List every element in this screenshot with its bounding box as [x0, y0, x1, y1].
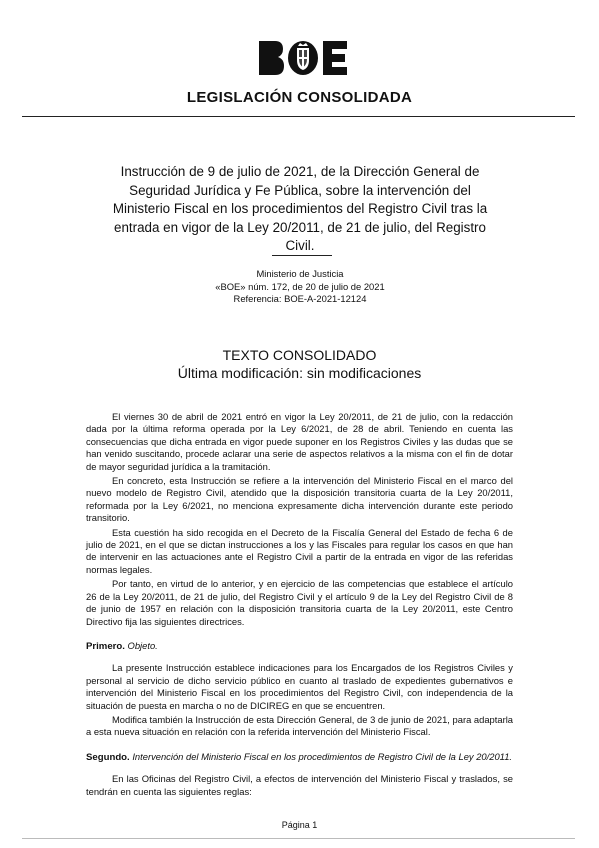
page-header-title: LEGISLACIÓN CONSOLIDADA	[186, 89, 413, 106]
document-title: Instrucción de 9 de julio de 2021, de la Dirección General de Seguridad Jurídica y Fe Pública, sobre la intervención del Ministerio Fiscal en los procedimientos del Registro Civil tras la entrada en vigor de la Ley 20/2011, de 21 de julio, del Registro Civil.	[112, 164, 488, 253]
paragraph: En concreto, esta Instrucción se refiere a la intervención del Ministerio Fiscal en el marco del nuevo modelo de Registro Civil, atendido que la disposición transitoria cuarta de la Ley 20/2011, reformada por la Ley 6/2021, no menciona expresamente dicha intervención durante este periodo transitorio.	[86, 475, 513, 524]
paragraph: El viernes 30 de abril de 2021 entró en vigor la Ley 20/2011, de 21 de julio, con la redacción dada por la última reforma operada por la Ley 6/2021, de 28 de abril. Teniendo en cuenta las consecuencias que dicha entrada en vigor puede suponer en los Registros Civiles y las dudas que se han venido suscitando, procede aclarar una serie de aspectos relativos a la misma con el fin de dotar de mayor seguridad jurídica a la tramitación.	[86, 411, 513, 472]
section-label: Intervención del Ministerio Fiscal en los procedimientos de Registro Civil de la Ley 20/2011.	[132, 750, 513, 762]
consolidated-heading: TEXTO CONSOLIDADO	[222, 347, 377, 363]
paragraph: Por tanto, en virtud de lo anterior, y en ejercicio de las competencias que establece el artículo 26 de la Ley 20/2011, de 21 de julio, del Registro Civil y el artículo 9 de la Ley del Registro Civil de 8 de junio de 1957 en relación con la disposición transitoria cuarta de la Ley 20/2011, este Centro Directivo fija las siguientes directrices.	[86, 578, 513, 627]
title-divider	[272, 255, 332, 256]
section-label: Objeto.	[127, 639, 158, 651]
publication: «BOE» núm. 172, de 20 de julio de 2021	[215, 280, 385, 292]
section-ordinal: Primero.	[86, 640, 125, 652]
consolidated-block	[0, 346, 599, 382]
header-divider	[22, 116, 575, 117]
section-heading-segundo	[86, 751, 513, 764]
boe-coat-of-arms-icon	[257, 40, 349, 76]
document-metadata	[150, 268, 450, 306]
document-body	[86, 411, 513, 800]
reference: Referencia: BOE-A-2021-12124	[233, 293, 367, 304]
section-heading-primero	[86, 640, 513, 653]
page-number: Página 1	[281, 820, 318, 830]
boe-logo	[257, 40, 349, 76]
last-modification: Última modificación: sin modificaciones	[177, 365, 422, 381]
paragraph: Esta cuestión ha sido recogida en el Decreto de la Fiscalía General del Estado de fecha 6 de julio de 2021, en el que se dictan instrucciones a los y las Fiscales para regular los casos en que han de intervenir en las actuaciones ante el Registro Civil a partir de la entrada en vigor de las referidas normas legales.	[86, 526, 513, 575]
paragraph: En las Oficinas del Registro Civil, a efectos de intervención del Ministerio Fiscal y traslados, se tendrán en cuenta las siguientes reglas:	[86, 773, 513, 797]
department: Ministerio de Justicia	[256, 268, 344, 279]
paragraph: Modifica también la Instrucción de esta Dirección General, de 3 de junio de 2021, para adaptarla a esta nueva situación en relación con la referida intervención del Ministerio Fiscal.	[86, 713, 513, 738]
paragraph: La presente Instrucción establece indicaciones para los Encargados de los Registros Civiles y personal al servicio de dicho servicio público en cuanto al traslado de expedientes gubernativos e intervención del Ministerio Fiscal en los procedimientos del Registro Civil, con independencia de la situación de puesta en marcha o no de DICIREG en que se encuentren.	[86, 662, 513, 711]
section-ordinal: Segundo.	[86, 751, 130, 763]
footer-divider	[22, 838, 575, 839]
